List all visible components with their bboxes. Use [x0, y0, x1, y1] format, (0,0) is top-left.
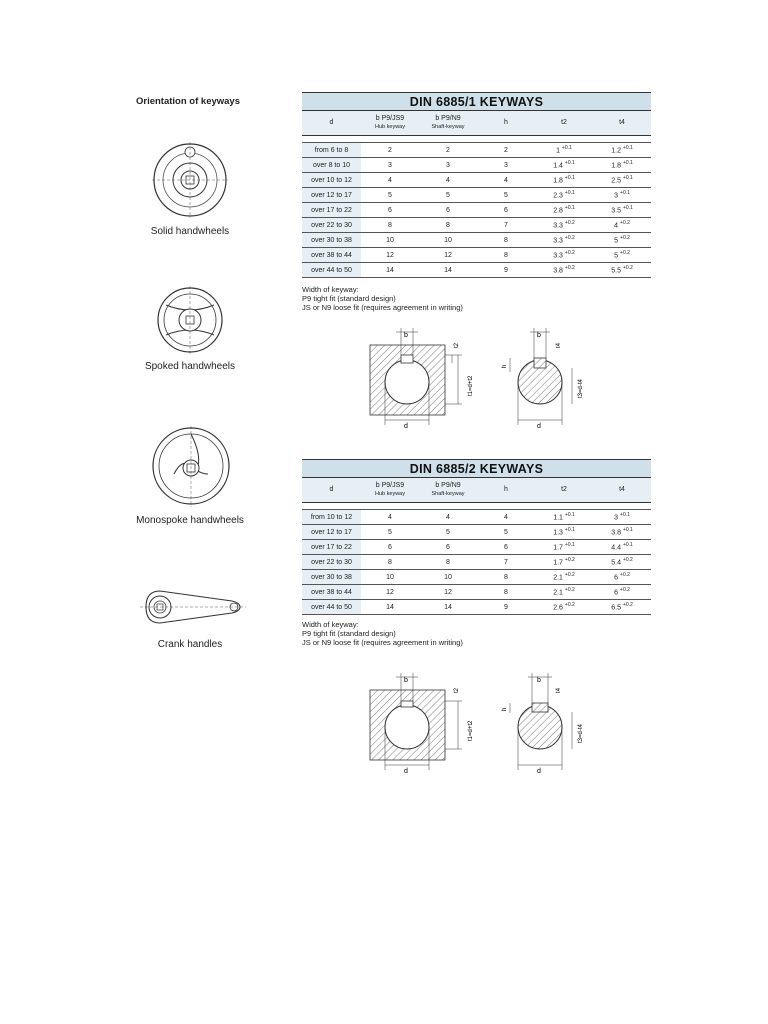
wheel-label-crank: Crank handles [157, 639, 223, 650]
col-t2: t2 [535, 478, 593, 503]
section-title: Orientation of keyways [136, 96, 241, 107]
cell-b2: 12 [419, 585, 477, 600]
cell-t4: 5.4 $^{+0.2}$ [593, 555, 651, 570]
cell-b1: 6 [361, 540, 419, 555]
col-h: h [477, 478, 535, 503]
cell-t2: 2.6 $^{+0.2}$ [535, 600, 593, 615]
cell-d: from 10 to 12 [302, 510, 361, 525]
cell-b2: 8 [419, 218, 477, 233]
table-row [302, 263, 651, 278]
wheel-label-spoked: Spoked handwheels [144, 361, 236, 372]
table-row [302, 143, 651, 158]
cell-t4: 4 $^{+0.2}$ [593, 218, 651, 233]
cell-b1: 6 [361, 203, 419, 218]
table-row [302, 173, 651, 188]
cell-b1: 2 [361, 143, 419, 158]
cell-h: 6 [477, 540, 535, 555]
note-line: Width of keyway: [302, 620, 359, 629]
cell-t2: 3.3 $^{+0.2}$ [535, 233, 593, 248]
cell-b1: 3 [361, 158, 419, 173]
wheel-label-monospoke: Monospoke handwheels [136, 515, 244, 526]
label-d: d [404, 423, 408, 430]
keyway-diagram-2 [360, 665, 610, 775]
din-6885-2-table [302, 459, 651, 615]
label-d: d [404, 768, 408, 775]
cell-d: over 38 to 44 [302, 585, 361, 600]
note-line: Width of keyway: [302, 285, 359, 294]
cell-b2: 10 [419, 233, 477, 248]
cell-t2: 3.3 $^{+0.2}$ [535, 218, 593, 233]
cell-t4: 3 $^{+0.1}$ [593, 188, 651, 203]
cell-b2: 12 [419, 248, 477, 263]
label-t3: t3=d-t4 [578, 379, 584, 398]
cell-t4: 6.5 $^{+0.2}$ [593, 600, 651, 615]
cell-h: 9 [477, 600, 535, 615]
table-row [302, 585, 651, 600]
cell-b1: 14 [361, 263, 419, 278]
label-t2: t2 [454, 687, 460, 693]
label-t1: t1=d+t2 [468, 375, 474, 396]
label-t4: t4 [556, 687, 562, 693]
cell-h: 8 [477, 248, 535, 263]
cell-b1: 12 [361, 248, 419, 263]
cell-d: over 30 to 38 [302, 570, 361, 585]
cell-t2: 2.8 $^{+0.1}$ [535, 203, 593, 218]
cell-b1: 5 [361, 188, 419, 203]
col-t2: t2 [535, 111, 593, 136]
cell-h: 3 [477, 158, 535, 173]
cell-h: 8 [477, 233, 535, 248]
label-d: d [537, 768, 541, 775]
cell-t4: 2.5 $^{+0.1}$ [593, 173, 651, 188]
cell-d: over 12 to 17 [302, 525, 361, 540]
cell-t4: 6 $^{+0.2}$ [593, 585, 651, 600]
col-t4: t4 [593, 111, 651, 136]
cell-b1: 8 [361, 555, 419, 570]
label-b: b [537, 677, 541, 684]
cell-b2: 14 [419, 263, 477, 278]
cell-b2: 10 [419, 570, 477, 585]
cell-b1: 12 [361, 585, 419, 600]
label-t4: t4 [556, 342, 562, 348]
table-row [302, 188, 651, 203]
cell-b2: 2 [419, 143, 477, 158]
table-row [302, 248, 651, 263]
cell-b2: 4 [419, 173, 477, 188]
cell-b2: 4 [419, 510, 477, 525]
cell-d: over 44 to 50 [302, 263, 361, 278]
table2-body [302, 510, 651, 615]
cell-d: over 10 to 12 [302, 173, 361, 188]
cell-h: 6 [477, 203, 535, 218]
cell-b1: 5 [361, 525, 419, 540]
table-row [302, 570, 651, 585]
cell-t2: 1.4 $^{+0.1}$ [535, 158, 593, 173]
note-line: P9 tight fit (standard design) [302, 294, 396, 303]
cell-t4: 5.5 $^{+0.2}$ [593, 263, 651, 278]
cell-t4: 3.5 $^{+0.1}$ [593, 203, 651, 218]
cell-d: over 22 to 30 [302, 555, 361, 570]
cell-b2: 14 [419, 600, 477, 615]
label-b: b [404, 332, 408, 339]
col-b-shaft: b P9/N9 Shaft-keyway [419, 478, 477, 503]
table-row [302, 218, 651, 233]
col-b-shaft: b P9/N9 Shaft-keyway [419, 111, 477, 136]
label-t1: t1=d+t2 [468, 720, 474, 741]
label-b: b [537, 332, 541, 339]
table-row [302, 510, 651, 525]
crank-handle-drawing [136, 585, 248, 629]
cell-t4: 1.2 $^{+0.1}$ [593, 143, 651, 158]
cell-h: 9 [477, 263, 535, 278]
table1-notes [302, 285, 562, 312]
note-line: JS or N9 loose fit (requires agreement in writing) [302, 303, 463, 312]
cell-b1: 14 [361, 600, 419, 615]
table-row [302, 600, 651, 615]
table1-body [302, 143, 651, 278]
col-h: h [477, 111, 535, 136]
cell-d: over 44 to 50 [302, 600, 361, 615]
col-b-hub: b P9/JS9 Hub keyway [361, 478, 419, 503]
table-row [302, 203, 651, 218]
table2-title: DIN 6885/2 KEYWAYS [302, 460, 651, 478]
cell-b2: 8 [419, 555, 477, 570]
cell-t2: 2.1 $^{+0.2}$ [535, 585, 593, 600]
cell-d: from 6 to 8 [302, 143, 361, 158]
cell-t4: 1.8 $^{+0.1}$ [593, 158, 651, 173]
cell-t4: 6 $^{+0.2}$ [593, 570, 651, 585]
cell-t2: 1 $^{+0.1}$ [535, 143, 593, 158]
table1-title: DIN 6885/1 KEYWAYS [302, 93, 651, 111]
cell-b1: 10 [361, 233, 419, 248]
cell-b1: 10 [361, 570, 419, 585]
table2-notes [302, 620, 562, 647]
monospoke-handwheel-drawing [146, 424, 236, 509]
cell-h: 7 [477, 218, 535, 233]
cell-b2: 5 [419, 188, 477, 203]
cell-d: over 17 to 22 [302, 203, 361, 218]
label-d: d [537, 423, 541, 430]
cell-h: 7 [477, 555, 535, 570]
cell-b1: 4 [361, 173, 419, 188]
cell-h: 8 [477, 570, 535, 585]
spoked-handwheel-drawing [152, 285, 228, 355]
cell-h: 8 [477, 585, 535, 600]
cell-t2: 3.3 $^{+0.2}$ [535, 248, 593, 263]
cell-t2: 2.3 $^{+0.1}$ [535, 188, 593, 203]
cell-d: over 12 to 17 [302, 188, 361, 203]
label-b: b [404, 677, 408, 684]
din-6885-1-table [302, 92, 651, 278]
cell-t2: 1.1 $^{+0.1}$ [535, 510, 593, 525]
cell-t4: 4.4 $^{+0.1}$ [593, 540, 651, 555]
cell-b2: 6 [419, 540, 477, 555]
table-row [302, 540, 651, 555]
cell-d: over 17 to 22 [302, 540, 361, 555]
label-h: h [502, 364, 508, 368]
cell-b2: 5 [419, 525, 477, 540]
cell-d: over 30 to 38 [302, 233, 361, 248]
cell-t2: 1.3 $^{+0.1}$ [535, 525, 593, 540]
cell-d: over 38 to 44 [302, 248, 361, 263]
table-row [302, 555, 651, 570]
cell-h: 4 [477, 510, 535, 525]
label-t2: t2 [454, 342, 460, 348]
cell-t2: 3.8 $^{+0.2}$ [535, 263, 593, 278]
col-b-hub: b P9/JS9 Hub keyway [361, 111, 419, 136]
note-line: P9 tight fit (standard design) [302, 629, 396, 638]
cell-b2: 6 [419, 203, 477, 218]
cell-t2: 1.7 $^{+0.1}$ [535, 540, 593, 555]
table-row [302, 525, 651, 540]
cell-t4: 3 $^{+0.1}$ [593, 510, 651, 525]
cell-t4: 5 $^{+0.2}$ [593, 233, 651, 248]
cell-b2: 3 [419, 158, 477, 173]
cell-h: 4 [477, 173, 535, 188]
cell-d: over 8 to 10 [302, 158, 361, 173]
cell-b1: 4 [361, 510, 419, 525]
table-row [302, 158, 651, 173]
col-d: d [302, 111, 361, 136]
cell-t2: 2.1 $^{+0.2}$ [535, 570, 593, 585]
label-h: h [502, 707, 508, 711]
col-t4: t4 [593, 478, 651, 503]
keyway-diagram-1 [360, 320, 610, 430]
col-d: d [302, 478, 361, 503]
cell-t4: 5 $^{+0.2}$ [593, 248, 651, 263]
note-line: JS or N9 loose fit (requires agreement in writing) [302, 638, 463, 647]
cell-t2: 1.8 $^{+0.1}$ [535, 173, 593, 188]
cell-t4: 3.8 $^{+0.1}$ [593, 525, 651, 540]
wheel-label-solid: Solid handwheels [150, 226, 230, 237]
cell-d: over 22 to 30 [302, 218, 361, 233]
cell-t2: 1.7 $^{+0.2}$ [535, 555, 593, 570]
table-row [302, 233, 651, 248]
cell-b1: 8 [361, 218, 419, 233]
cell-h: 5 [477, 188, 535, 203]
solid-handwheel-drawing [145, 140, 235, 220]
cell-h: 2 [477, 143, 535, 158]
label-t3: t3=d-t4 [578, 724, 584, 743]
cell-h: 5 [477, 525, 535, 540]
